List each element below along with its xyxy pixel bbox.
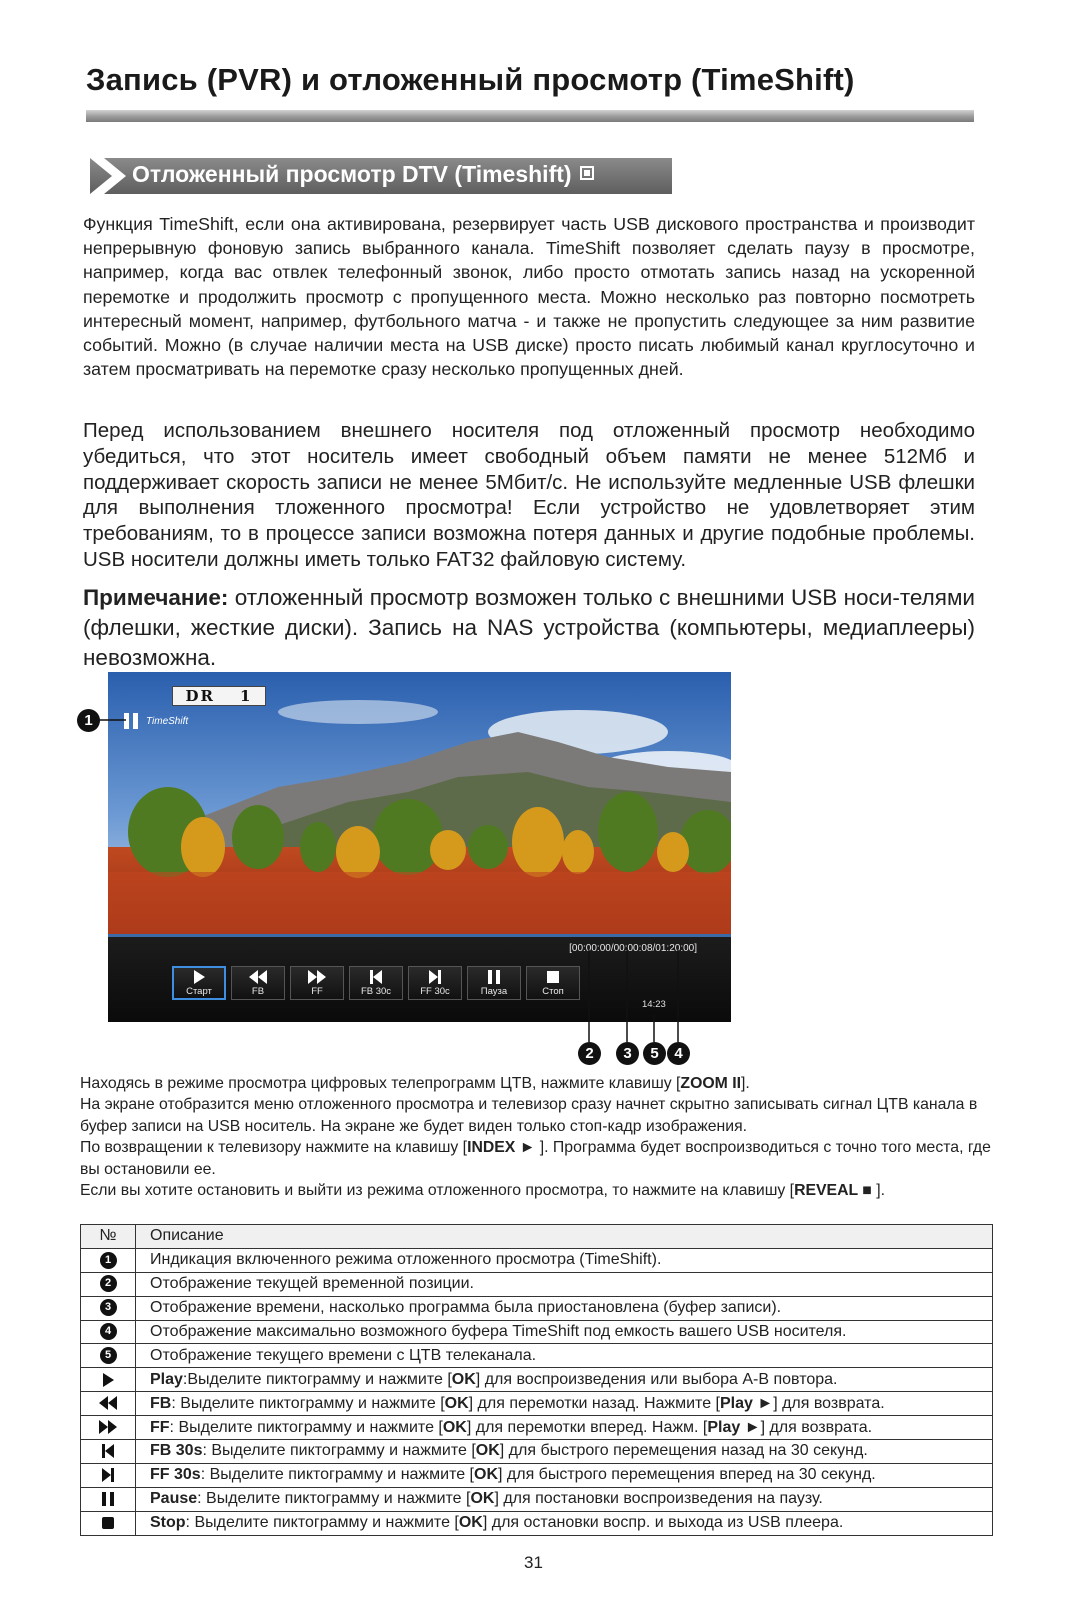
- square-icon: [580, 166, 594, 180]
- pause-icon: [124, 713, 138, 729]
- skip-forward-button[interactable]: FF 30c: [408, 966, 462, 1000]
- skip-back-icon: [369, 970, 383, 984]
- stop-icon: [546, 970, 560, 984]
- callout-3: 3: [616, 1042, 639, 1065]
- fast-backward-icon: [249, 970, 267, 984]
- channel-logo: DR 1: [172, 686, 266, 706]
- number-badge: 4: [100, 1323, 117, 1340]
- fast-backward-icon: [99, 1396, 117, 1410]
- timeshift-label: TimeShift: [146, 715, 189, 727]
- number-badge: 1: [100, 1252, 117, 1269]
- table-row: FB 30s: Выделите пиктограмму и нажмите [OK] для быстрого перемещения назад на 30 секунд.: [81, 1440, 993, 1464]
- table-row: FF: Выделите пиктограмму и нажмите [OK] для перемотки вперед. Нажм. [Play ►] для возврата.: [81, 1416, 993, 1440]
- stop-button[interactable]: Стоп: [526, 966, 580, 1000]
- table-row: 1 Индикация включенного режима отложенного просмотра (TimeShift).: [81, 1248, 993, 1272]
- intro-paragraph: Функция TimeShift, если она активирована, резервирует часть USB дискового пространства и производит непрерывную фоновую запись выбранного канала. TimeShift позволяет сделать паузу в просмотре, например, когда вас отвлек телефонный звонок, либо просто отмотать запись назад на ускоренной перемотке и продолжить просмотр с пропущенного места. Можно несколько раз повторно посмотреть интересный момент, например, футбольного матча - и также не пропустить следующее за ним развитие событий. Можно (в случае наличии места на USB диске) просто писать любимый канал круглосуточно и затем просматривать на перемотке сразу несколько пропущенных дней.: [83, 214, 975, 380]
- table-row: 2 Отображение текущей временной позиции.: [81, 1272, 993, 1296]
- fast-forward-icon: [308, 970, 326, 984]
- section-title: Отложенный просмотр DTV (Timeshift): [132, 161, 572, 187]
- table-row: FF 30s: Выделите пиктограмму и нажмите [OK] для быстрого перемещения вперед на 30 секунд.: [81, 1463, 993, 1487]
- table-row: FB: Выделите пиктограмму и нажмите [OK] для перемотки назад. Нажмите [Play ►] для возврата.: [81, 1392, 993, 1416]
- play-icon: [192, 970, 206, 984]
- page-title: Запись (PVR) и отложенный просмотр (TimeShift): [86, 62, 855, 97]
- instruction-line: Если вы хотите остановить и выйти из режима отложенного просмотра, то нажмите на клавишу [REVEAL ■ ].: [80, 1182, 885, 1200]
- stop-icon: [101, 1516, 115, 1530]
- column-header-description: Описание: [136, 1225, 993, 1249]
- requirements-paragraph: Перед использованием внешнего носителя под отложенный просмотр необходимо убедиться, что этот носитель имеет свободный объем памяти не менее 512Мб и поддерживает скорость записи не менее 5Мбит/с. Не используйте медленные USB флешки для выполнения тложенного просмотра! Если устройство не удовлетворяет этим требованиям, то в процессе записи возможна потеря данных и другие подобные проблемы. USB носители должны иметь только FAT32 файловую систему.: [83, 419, 975, 571]
- instructions: [80, 1073, 1000, 1201]
- chevron-right-icon: [90, 158, 130, 194]
- landscape-picture: [108, 672, 731, 934]
- section-banner: [90, 158, 672, 194]
- current-clock: 14:23: [642, 999, 666, 1010]
- table-row: 5 Отображение текущего времени с ЦТВ телеканала.: [81, 1344, 993, 1368]
- skip-forward-icon: [101, 1468, 115, 1482]
- callout-2: 2: [578, 1042, 601, 1065]
- note-text: отложенный просмотр возможен только с внешними USB носи-телями (флешки, жесткие диски). Запись на NAS устройства (компьютеры, медиаплееры) невозможна.: [83, 585, 975, 670]
- table-row: Play:Выделите пиктограмму и нажмите [OK] для воспроизведения или выбора А-В повтора.: [81, 1368, 993, 1392]
- callout-4: 4: [667, 1042, 690, 1065]
- time-position-display: [00:00:00/00:00:08/01:20:00]: [569, 943, 697, 954]
- fast-forward-button[interactable]: FF: [290, 966, 344, 1000]
- note-label: Примечание:: [83, 585, 229, 610]
- osd-buttons: [172, 966, 580, 1000]
- pause-icon: [487, 970, 501, 984]
- callout-1: 1: [77, 709, 100, 732]
- skip-back-button[interactable]: FB 30c: [349, 966, 403, 1000]
- table-row: Stop: Выделите пиктограмму и нажмите [OK] для остановки воспр. и выхода из USB плеера.: [81, 1511, 993, 1535]
- page-number: 31: [524, 1553, 543, 1572]
- timeshift-indicator: [124, 713, 188, 729]
- skip-back-icon: [101, 1444, 115, 1458]
- skip-forward-icon: [428, 970, 442, 984]
- fast-backward-button[interactable]: FB: [231, 966, 285, 1000]
- title-rule: [86, 110, 974, 122]
- column-header-number: №: [81, 1225, 136, 1249]
- table-header-row: [81, 1225, 993, 1249]
- description-table: [80, 1224, 993, 1536]
- fast-forward-icon: [99, 1420, 117, 1434]
- note-paragraph: [83, 583, 975, 673]
- pause-icon: [101, 1492, 115, 1506]
- table-row: Pause: Выделите пиктограмму и нажмите [OK] для постановки воспроизведения на паузу.: [81, 1487, 993, 1511]
- start-button[interactable]: Старт: [172, 966, 226, 1000]
- instruction-line: На экране отобразится меню отложенного просмотра и телевизор сразу начнет скрытно записывать сигнал ЦТВ канала в буфер записи на USB носитель. На экране же будет виден только стоп-кадр изображения.: [80, 1096, 978, 1135]
- pause-button[interactable]: Пауза: [467, 966, 521, 1000]
- table-row: 3 Отображение времени, насколько программа была приостановлена (буфер записи).: [81, 1296, 993, 1320]
- number-badge: 5: [100, 1347, 117, 1364]
- number-badge: 3: [100, 1299, 117, 1316]
- tv-screen: [108, 672, 731, 1022]
- instruction-line: Находясь в режиме просмотра цифровых телепрограмм ЦТВ, нажмите клавишу [ZOOM II].: [80, 1075, 750, 1092]
- instruction-line: По возвращении к телевизору нажмите на клавишу [INDEX ► ]. Программа будет воспроизводиться с точно того места, где вы остановили ее.: [80, 1139, 991, 1178]
- number-badge: 2: [100, 1275, 117, 1292]
- callout-5: 5: [643, 1042, 666, 1065]
- table-row: 4 Отображение максимально возможного буфера TimeShift под емкость вашего USB носителя.: [81, 1320, 993, 1344]
- play-icon: [101, 1373, 115, 1387]
- timeshift-osd: [108, 934, 731, 1022]
